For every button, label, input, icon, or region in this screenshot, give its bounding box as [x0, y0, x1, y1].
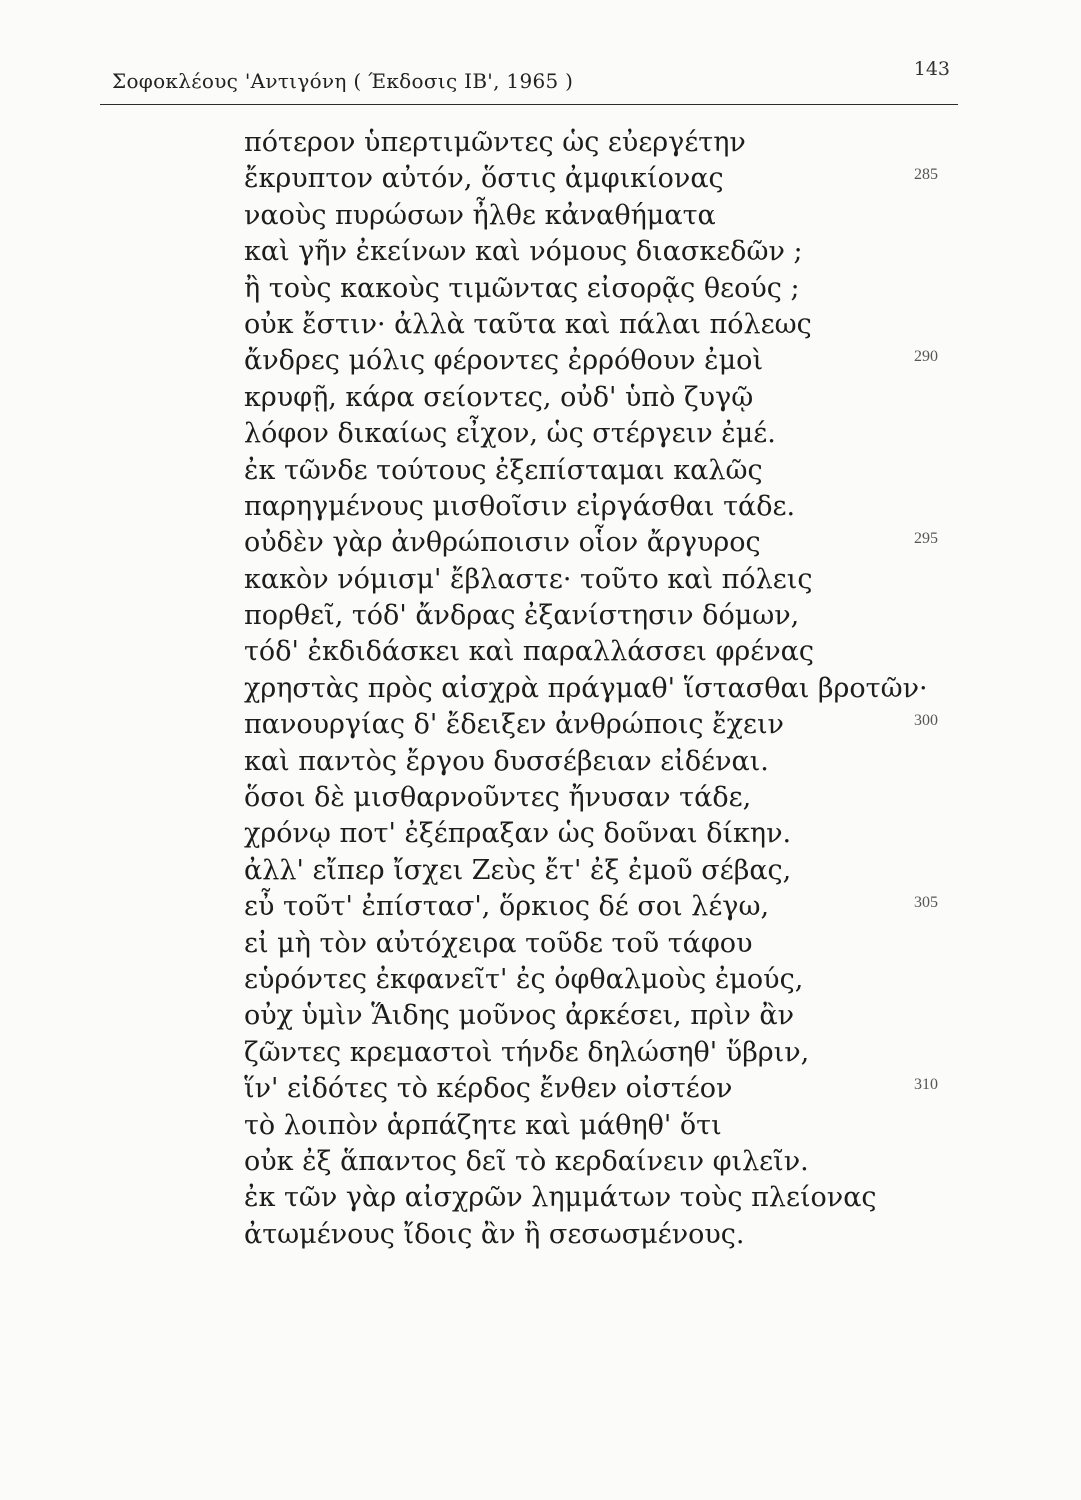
verse-line: [244, 307, 974, 343]
verse-text: οὐκ ἐξ ἅπαντος δεῖ τὸ κερδαίνειν φιλεῖν.: [244, 1145, 809, 1177]
verse-line: [244, 998, 974, 1034]
verse-text: ἢ τοὺς κακοὺς τιμῶντας εἰσορᾷς θεούς ;: [244, 272, 800, 304]
verse-line: [244, 816, 974, 852]
verse-line: [244, 1035, 974, 1071]
verse-line: [244, 853, 974, 889]
verse-line: [244, 161, 974, 197]
verse-line: [244, 926, 974, 962]
verse-text: καὶ γῆν ἐκείνων καὶ νόμους διασκεδῶν ;: [244, 236, 803, 268]
page-header: [100, 58, 958, 105]
verse-line: [244, 707, 974, 743]
verse-text: ἵν' εἰδότες τὸ κέρδος ἔνθεν οἰστέον: [244, 1073, 733, 1105]
verse-text: πορθεῖ, τόδ' ἄνδρας ἐξανίστησιν δόμων,: [244, 600, 800, 632]
page-number: 143: [913, 58, 950, 80]
verse-text: ἀτωμένους ἴδοις ἂν ἢ σεσωσμένους.: [244, 1218, 745, 1250]
verse-text: καὶ παντὸς ἔργου δυσσέβειαν εἰδέναι.: [244, 745, 769, 777]
verse-line: [244, 380, 974, 416]
verse-text: ζῶντες κρεμαστοὶ τήνδε δηλώσηθ' ὕβριν,: [244, 1036, 810, 1068]
verse-line: [244, 1180, 974, 1216]
verse-line: [244, 1071, 974, 1107]
verse-line: [244, 525, 974, 561]
verse-line: [244, 598, 974, 634]
verse-line: [244, 125, 974, 161]
verse-line: [244, 453, 974, 489]
verse-line: [244, 1144, 974, 1180]
verse-text: παρηγμένους μισθοῖσιν εἰργάσθαι τάδε.: [244, 490, 796, 522]
verse-text: ναοὺς πυρώσων ἦλθε κἀναθήματα: [244, 199, 716, 231]
verse-text: οὐκ ἔστιν· ἀλλὰ ταῦτα καὶ πάλαι πόλεως: [244, 308, 812, 340]
verse-block: [244, 125, 974, 1253]
verse-line: [244, 1217, 974, 1253]
verse-text: πανουργίας δ' ἔδειξεν ἀνθρώποις ἔχειν: [244, 709, 784, 741]
verse-line: [244, 416, 974, 452]
verse-line: [244, 343, 974, 379]
verse-line: [244, 744, 974, 780]
verse-text: ἔκρυπτον αὐτόν, ὅστις ἀμφικίονας: [244, 163, 724, 195]
verse-text: ὅσοι δὲ μισθαρνοῦντες ἤνυσαν τάδε,: [244, 782, 752, 814]
line-number: 305: [914, 894, 938, 912]
verse-text: τόδ' ἐκδιδάσκει καὶ παραλλάσσει φρένας: [244, 636, 814, 668]
verse-text: ἐκ τῶν γὰρ αἰσχρῶν λημμάτων τοὺς πλείονας: [244, 1182, 877, 1214]
running-title: Σοφοκλέους 'Αντιγόνη ( Έκδοσις ΙΒ', 1965 ): [112, 69, 574, 93]
verse-line: [244, 671, 974, 707]
verse-text: κρυφῇ, κάρα σείοντες, οὐδ' ὑπὸ ζυγῷ: [244, 381, 754, 413]
verse-text: πότερον ὑπερτιμῶντες ὡς εὐεργέτην: [244, 127, 746, 158]
verse-text: ἀλλ' εἴπερ ἴσχει Ζεὺς ἔτ' ἐξ ἐμοῦ σέβας,: [244, 854, 792, 886]
verse-text: τὸ λοιπὸν ἁρπάζητε καὶ μάθηθ' ὅτι: [244, 1109, 722, 1141]
verse-line: [244, 271, 974, 307]
verse-text: χρηστὰς πρὸς αἰσχρὰ πράγμαθ' ἵστασθαι βροτῶν·: [244, 672, 928, 704]
line-number: 310: [914, 1076, 938, 1094]
verse-text: εὑρόντες ἐκφανεῖτ' ἐς ὀφθαλμοὺς ἐμούς,: [244, 963, 804, 995]
verse-line: [244, 562, 974, 598]
verse-text: ἄνδρες μόλις φέροντες ἐρρόθουν ἐμοὶ: [244, 345, 764, 377]
verse-line: [244, 1108, 974, 1144]
line-number: 300: [914, 712, 938, 730]
line-number: 290: [914, 348, 938, 366]
verse-text: λόφον δικαίως εἶχον, ὡς στέργειν ἐμέ.: [244, 418, 776, 450]
verse-text: οὐχ ὑμὶν Ἅιδης μοῦνος ἀρκέσει, πρὶν ἂν: [244, 1000, 795, 1032]
verse-text: εὖ τοῦτ' ἐπίστασ', ὅρκιος δέ σοι λέγω,: [244, 891, 770, 923]
verse-line: [244, 634, 974, 670]
verse-line: [244, 962, 974, 998]
verse-line: [244, 234, 974, 270]
verse-text: εἰ μὴ τὸν αὐτόχειρα τοῦδε τοῦ τάφου: [244, 927, 753, 959]
line-number: 295: [914, 530, 938, 548]
verse-text: ἐκ τῶνδε τούτους ἐξεπίσταμαι καλῶς: [244, 454, 763, 486]
verse-line: [244, 780, 974, 816]
verse-text: οὐδὲν γὰρ ἀνθρώποισιν οἷον ἄργυρος: [244, 527, 761, 559]
verse-line: [244, 889, 974, 925]
verse-line: [244, 198, 974, 234]
verse-text: κακὸν νόμισμ' ἔβλαστε· τοῦτο καὶ πόλεις: [244, 563, 813, 595]
verse-text: χρόνῳ ποτ' ἐξέπραξαν ὡς δοῦναι δίκην.: [244, 818, 792, 850]
verse-line: [244, 489, 974, 525]
line-number: 285: [914, 166, 938, 184]
